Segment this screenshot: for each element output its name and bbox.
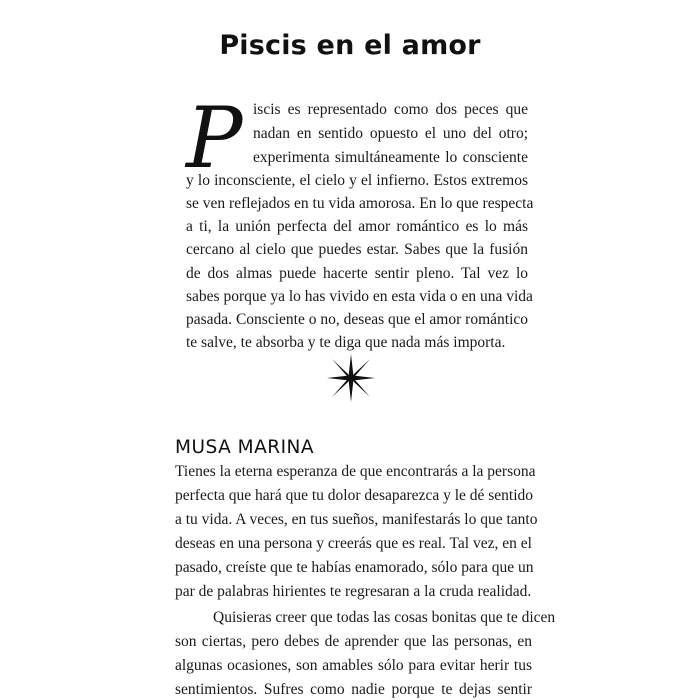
intro-line: iscis es representado como dos peces que xyxy=(253,101,528,118)
intro-line: sabes porque ya lo has vivido en esta vida o en una vida xyxy=(186,288,533,305)
body-line: par de palabras hirientes te regresaran a la cruda realidad. xyxy=(175,583,532,600)
body-line: perfecta que hará que tu dolor desaparezca y le dé sentido xyxy=(175,487,534,504)
body-line: sentimientos. Sufres como nadie porque te dejas sentir xyxy=(175,681,532,698)
intro-line: a ti, la unión perfecta del amor romántico es lo más xyxy=(186,218,528,235)
intro-line: de dos almas puede hacerte sentir pleno. Tal vez lo xyxy=(186,265,528,282)
star-ornament-icon xyxy=(326,352,376,404)
body-line: deseas en una persona y creerás que es real. Tal vez, en el xyxy=(175,535,532,552)
body-line: algunas ocasiones, son amables sólo para evitar herir tus xyxy=(175,657,532,674)
intro-line: nadan en sentido opuesto el uno del otro; xyxy=(253,125,528,142)
section-heading: MUSA MARINA xyxy=(175,437,315,458)
body-line: Tienes la eterna esperanza de que encontrarás a la persona xyxy=(175,463,536,480)
intro-line: pasada. Consciente o no, deseas que el amor romántico xyxy=(186,311,528,328)
intro-line: y lo inconsciente, el cielo y el infierno. Estos extremos xyxy=(186,172,528,189)
intro-line: experimenta simultáneamente lo consciente xyxy=(253,149,528,166)
body-line: son ciertas, pero debes de aprender que las personas, en xyxy=(175,633,532,650)
body-line: a tu vida. A veces, en tus sueños, manifestarás lo que tanto xyxy=(175,511,538,528)
page-title: Piscis en el amor xyxy=(219,30,481,61)
body-line: Quisieras creer que todas las cosas bonitas que te dicen xyxy=(213,609,556,626)
drop-cap-letter: P xyxy=(186,89,243,187)
intro-line: cercano al cielo que puedes estar. Sabes que la fusión xyxy=(186,241,528,258)
intro-line: se ven reflejados en tu vida amorosa. En lo que respecta xyxy=(186,195,534,212)
body-line: pasado, creíste que te habías enamorado, sólo para que un xyxy=(175,559,534,576)
intro-line: te salve, te absorba y te diga que nada más importa. xyxy=(186,334,506,351)
